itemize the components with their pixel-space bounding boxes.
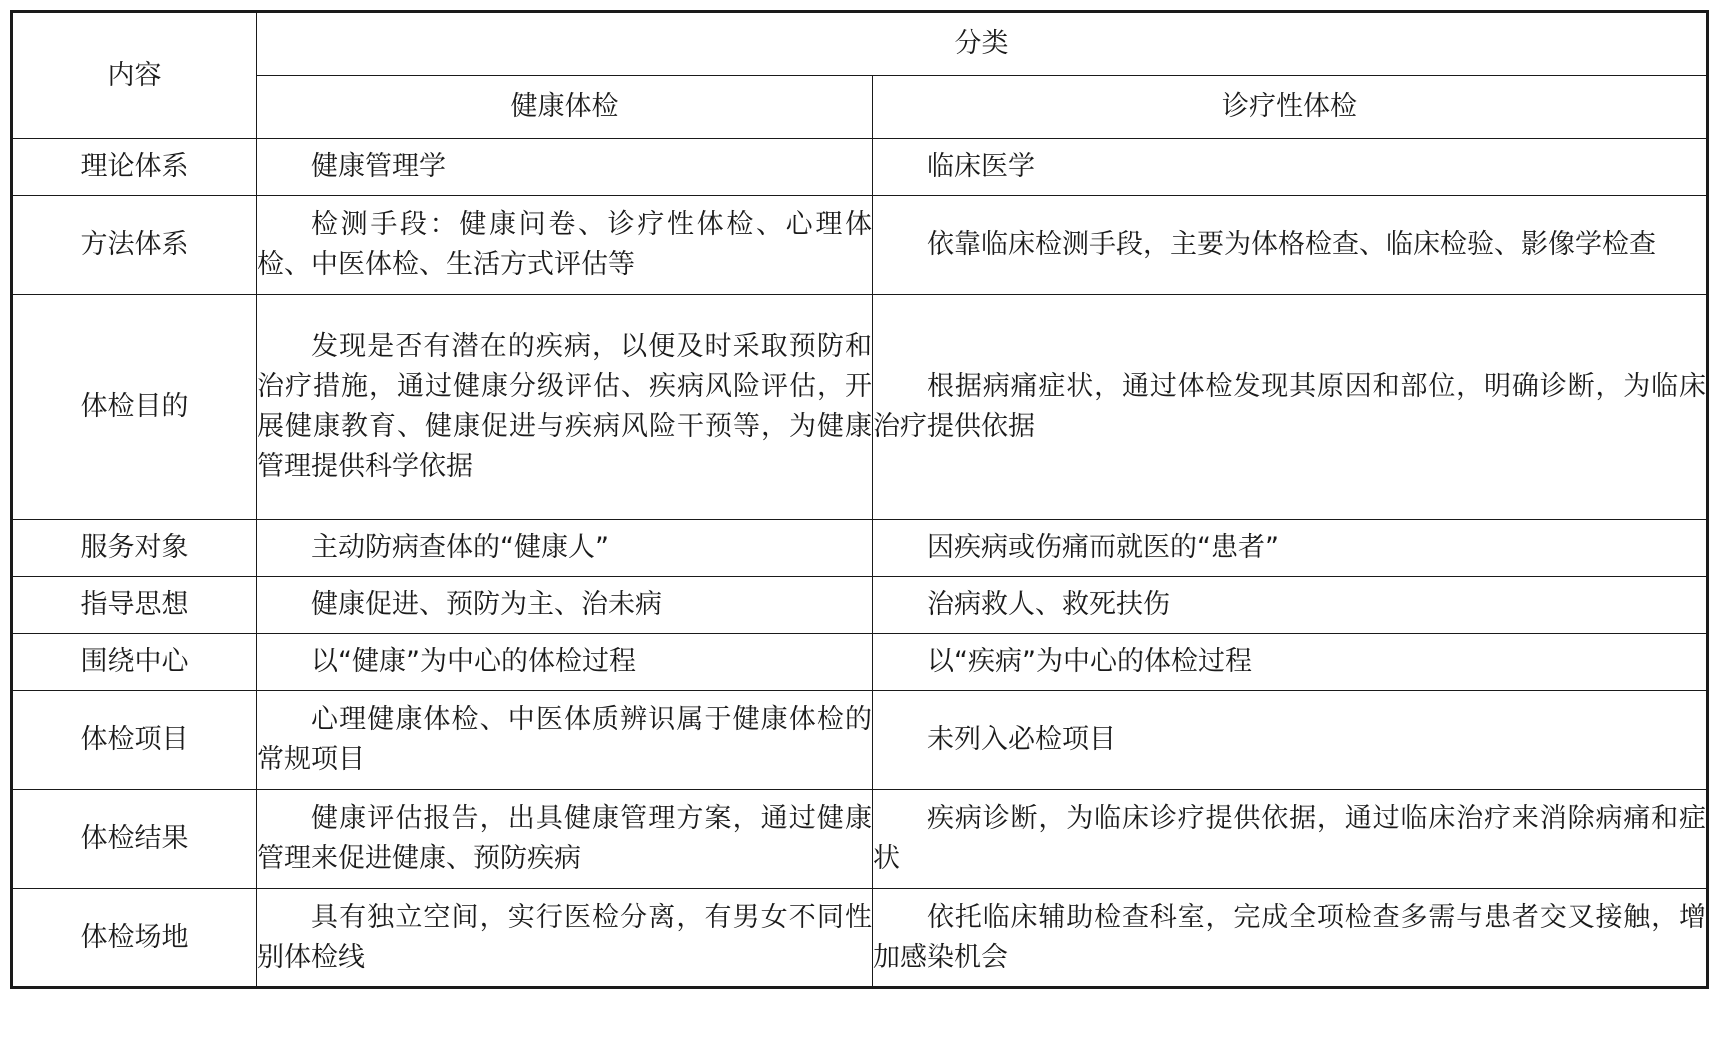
diagnostic-cell: 临床医学 [873, 139, 1708, 196]
comparison-table-container [10, 10, 1709, 989]
table-row [12, 196, 1708, 295]
table-row [12, 691, 1708, 790]
health-cell: 具有独立空间，实行医检分离，有男女不同性别体检线 [257, 889, 873, 988]
table-row [12, 634, 1708, 691]
diagnostic-cell: 以“疾病”为中心的体检过程 [873, 634, 1708, 691]
row-label: 方法体系 [12, 196, 257, 295]
diagnostic-cell: 疾病诊断，为临床诊疗提供依据，通过临床治疗来消除病痛和症状 [873, 790, 1708, 889]
row-label: 体检结果 [12, 790, 257, 889]
table-row [12, 295, 1708, 520]
health-cell: 健康促进、预防为主、治未病 [257, 577, 873, 634]
health-cell: 检测手段：健康问卷、诊疗性体检、心理体检、中医体检、生活方式评估等 [257, 196, 873, 295]
header-diagnostic-checkup: 诊疗性体检 [873, 76, 1708, 139]
diagnostic-cell: 根据病痛症状，通过体检发现其原因和部位，明确诊断，为临床治疗提供依据 [873, 295, 1708, 520]
health-cell: 发现是否有潜在的疾病，以便及时采取预防和治疗措施，通过健康分级评估、疾病风险评估，开展健康教育、健康促进与疾病风险干预等，为健康管理提供科学依据 [257, 295, 873, 520]
comparison-table [10, 10, 1709, 989]
diagnostic-cell: 因疾病或伤痛而就医的“患者” [873, 520, 1708, 577]
table-row [12, 139, 1708, 196]
health-cell: 以“健康”为中心的体检过程 [257, 634, 873, 691]
diagnostic-cell: 治病救人、救死扶伤 [873, 577, 1708, 634]
row-label: 围绕中心 [12, 634, 257, 691]
row-label: 体检项目 [12, 691, 257, 790]
header-category: 分类 [257, 12, 1708, 76]
header-content: 内容 [12, 12, 257, 139]
header-health-checkup: 健康体检 [257, 76, 873, 139]
table-row [12, 790, 1708, 889]
header-row-2 [12, 76, 1708, 139]
table-row [12, 889, 1708, 988]
row-label: 体检场地 [12, 889, 257, 988]
row-label: 指导思想 [12, 577, 257, 634]
health-cell: 健康管理学 [257, 139, 873, 196]
row-label: 体检目的 [12, 295, 257, 520]
row-label: 理论体系 [12, 139, 257, 196]
health-cell: 健康评估报告，出具健康管理方案，通过健康管理来促进健康、预防疾病 [257, 790, 873, 889]
diagnostic-cell: 依靠临床检测手段，主要为体格检查、临床检验、影像学检查 [873, 196, 1708, 295]
header-row-1 [12, 12, 1708, 76]
table-row [12, 577, 1708, 634]
table-row [12, 520, 1708, 577]
diagnostic-cell: 未列入必检项目 [873, 691, 1708, 790]
health-cell: 主动防病查体的“健康人” [257, 520, 873, 577]
diagnostic-cell: 依托临床辅助检查科室，完成全项检查多需与患者交叉接触，增加感染机会 [873, 889, 1708, 988]
row-label: 服务对象 [12, 520, 257, 577]
health-cell: 心理健康体检、中医体质辨识属于健康体检的常规项目 [257, 691, 873, 790]
